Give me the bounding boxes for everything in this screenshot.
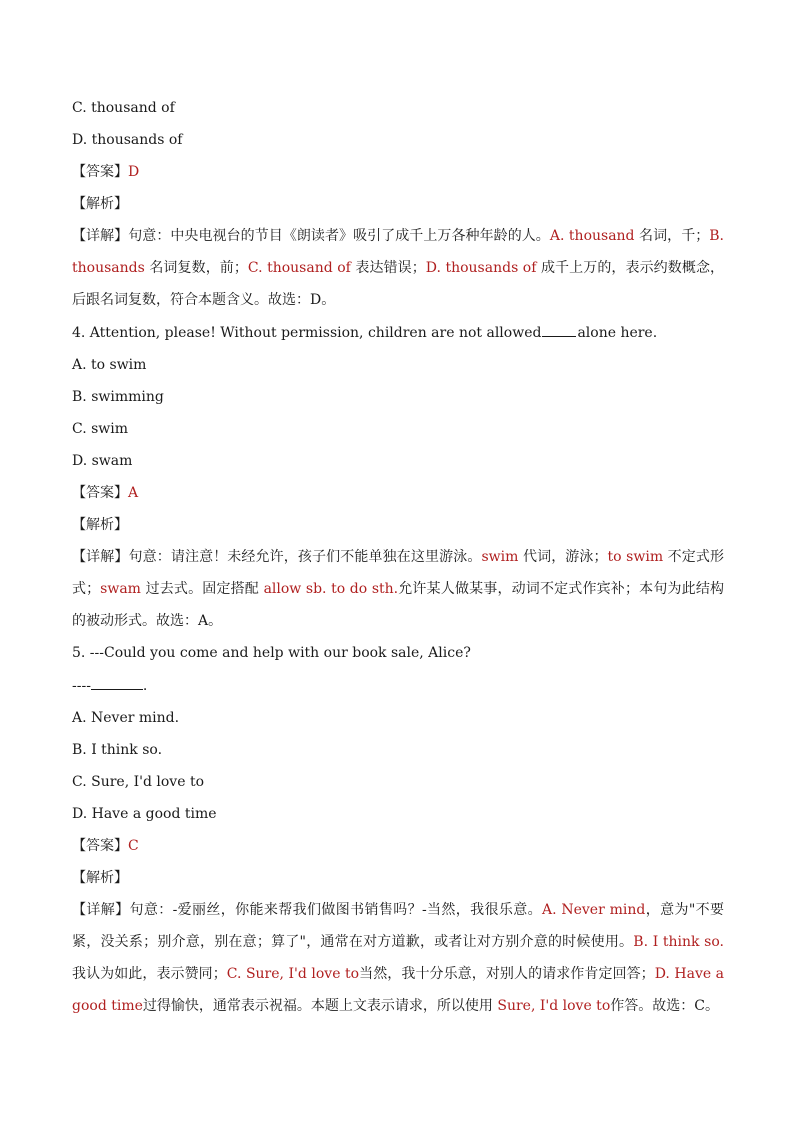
answer-tag: 【答案】 <box>72 164 128 180</box>
detail-text: 我认为如此，表示赞同； <box>72 966 227 982</box>
detail-text: 句意：请注意！未经允许，孩子们不能单独在这里游泳。 <box>128 549 482 565</box>
detail-highlight: A. thousand <box>549 228 640 244</box>
answer-blank <box>542 322 576 337</box>
q4-stem-after: alone here. <box>577 325 658 341</box>
detail-highlight: allow sb. to do sth. <box>263 581 399 597</box>
document-page <box>72 98 724 1028</box>
q4-option-b: B. swimming <box>72 389 164 405</box>
detail-text: 成千上万的，表示约数概念，后跟名词复数，符合本题含义。故选：D。 <box>72 260 725 308</box>
q3-detail <box>72 220 724 316</box>
answer-value: D <box>128 164 140 180</box>
detail-highlight: swim <box>481 549 523 565</box>
q3-analysis-tag: 【解析】 <box>72 196 128 212</box>
q4-option-d: D. swam <box>72 453 133 469</box>
answer-value: C <box>128 838 139 854</box>
q5-answer <box>72 836 724 856</box>
detail-highlight: Sure, I'd love to <box>497 998 611 1014</box>
detail-text: 代词，游泳； <box>522 549 608 565</box>
detail-text: ，意为"不要紧，没关系；别介意，别在意；算了"，通常在对方道歉，或者让对方别介意的时候使用。 <box>72 902 724 950</box>
detail-tag: 【详解】 <box>72 902 130 918</box>
detail-text: 过去式。固定搭配 <box>145 581 264 597</box>
detail-body <box>72 228 724 308</box>
q5-stem: 5. ---Could you come and help with our book sale, Alice? <box>72 645 471 661</box>
detail-text: 作答。故选：C。 <box>610 998 719 1014</box>
q4-answer <box>72 483 724 503</box>
detail-highlight: D. thousands of <box>425 260 541 276</box>
detail-text: 句意：中央电视台的节目《朗读者》吸引了成千上万各种年龄的人。 <box>128 228 550 244</box>
q4-stem <box>72 322 724 343</box>
q3-option-c: C. thousand of <box>72 100 175 116</box>
detail-text: 允许某人做某事，动词不定式作宾补；本句为此结构的被动形式。故选：A。 <box>72 581 724 629</box>
detail-text: 过得愉快，通常表示祝福。本题上文表示请求，所以使用 <box>142 998 498 1014</box>
q4-detail <box>72 541 724 637</box>
q4-stem-before: 4. Attention, please! Without permission, children are not allowed <box>72 325 542 341</box>
q4-option-a: A. to swim <box>72 357 147 373</box>
q4-analysis-tag: 【解析】 <box>72 517 128 533</box>
detail-highlight: D. Have a good time <box>72 966 725 1014</box>
detail-text: 名词，千； <box>639 228 710 244</box>
answer-blank <box>91 675 143 690</box>
q5-option-b: B. I think so. <box>72 742 163 758</box>
answer-tag: 【答案】 <box>72 838 128 854</box>
q5-detail <box>72 894 724 1022</box>
q5-reply-prefix: ---- <box>72 678 91 694</box>
q5-analysis-tag: 【解析】 <box>72 870 128 886</box>
detail-text: 当然，我十分乐意，对别人的请求作肯定回答； <box>359 966 655 982</box>
q5-option-d: D. Have a good time <box>72 806 217 822</box>
detail-highlight: A. Never mind <box>541 902 646 918</box>
detail-text: 表达错误； <box>355 260 426 276</box>
detail-text: 不定式形式； <box>72 549 725 597</box>
detail-highlight: to swim <box>607 549 668 565</box>
detail-body <box>72 902 724 1014</box>
answer-tag: 【答案】 <box>72 485 128 501</box>
q5-reply-suffix: . <box>142 678 148 694</box>
q4-option-c: C. swim <box>72 421 129 437</box>
detail-tag: 【详解】 <box>72 549 129 565</box>
q5-reply <box>72 675 724 696</box>
detail-highlight: swam <box>100 581 146 597</box>
detail-text: 名词复数，前； <box>149 260 248 276</box>
detail-text: 句意：-爱丽丝，你能来帮我们做图书销售吗？-当然，我很乐意。 <box>129 902 542 918</box>
answer-value: A <box>128 485 139 501</box>
detail-highlight: C. Sure, I'd love to <box>226 966 360 982</box>
detail-highlight: B. I think so. <box>633 934 725 950</box>
q5-option-c: C. Sure, I'd love to <box>72 774 204 790</box>
detail-highlight: C. thousand of <box>247 260 356 276</box>
detail-body <box>72 549 724 629</box>
detail-highlight: B. thousands <box>72 228 724 276</box>
q5-option-a: A. Never mind. <box>72 710 180 726</box>
q3-answer <box>72 162 724 182</box>
detail-tag: 【详解】 <box>72 228 129 244</box>
q3-option-d: D. thousands of <box>72 132 183 148</box>
